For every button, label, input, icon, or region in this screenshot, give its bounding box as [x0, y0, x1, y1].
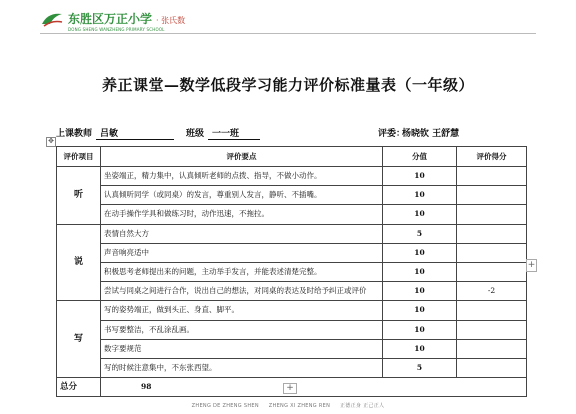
point-cell[interactable]: 积极思考老师提出来的问题，主动举手发言，并能表述清楚完整。: [101, 262, 383, 281]
page-footer: [0, 402, 576, 409]
school-motto: · 张氏数: [156, 16, 186, 25]
school-name: 东胜区万正小学: [68, 12, 153, 26]
deduct-cell[interactable]: [457, 205, 527, 224]
deduct-cell[interactable]: [457, 167, 527, 186]
footer-left: ZHENG DE ZHENG SHEN: [191, 403, 259, 409]
table-row: [57, 320, 527, 339]
info-line: [56, 126, 526, 140]
deduct-cell[interactable]: [457, 320, 527, 339]
score-cell[interactable]: 10: [383, 339, 457, 358]
deduct-cell[interactable]: [457, 339, 527, 358]
score-cell[interactable]: 10: [383, 243, 457, 262]
point-cell[interactable]: 在动手操作学具和做练习时，动作迅速，不拖拉。: [101, 205, 383, 224]
judges-label: 评委：: [378, 129, 406, 139]
category-cell[interactable]: 写: [57, 301, 101, 378]
footer-mid: ZHENG XI ZHENG REN: [268, 403, 331, 409]
score-cell[interactable]: 10: [383, 301, 457, 320]
document-title[interactable]: 养正课堂—数学低段学习能力评价标准量表（一年级）: [101, 76, 474, 94]
point-cell[interactable]: 尝试与同桌之间进行合作，说出自己的想法，对同桌的表达及时给予纠正或评价: [101, 282, 383, 301]
header-score: 分值: [383, 147, 457, 167]
category-cell[interactable]: 听: [57, 167, 101, 225]
score-cell[interactable]: 10: [383, 320, 457, 339]
school-logo: [40, 10, 185, 32]
header-point: 评价要点: [101, 147, 383, 167]
school-emblem-icon: [40, 10, 64, 28]
table-row: [57, 358, 527, 377]
deduct-cell[interactable]: [457, 358, 527, 377]
point-cell[interactable]: 数字要规范: [101, 339, 383, 358]
score-cell[interactable]: 10: [383, 282, 457, 301]
score-cell[interactable]: 5: [383, 358, 457, 377]
deduct-cell[interactable]: [457, 186, 527, 205]
table-move-handle-icon[interactable]: ✥: [46, 137, 56, 147]
deduct-cell[interactable]: [457, 243, 527, 262]
point-cell[interactable]: 认真倾听同学（或同桌）的发言，尊重别人发言，静听、不插嘴。: [101, 186, 383, 205]
table-row: [57, 167, 527, 186]
total-value[interactable]: 98: [101, 378, 527, 397]
point-cell[interactable]: 坐姿端正，精力集中，认真倾听老师的点拨、指导，不做小动作。: [101, 167, 383, 186]
score-cell[interactable]: 10: [383, 186, 457, 205]
table-header-row: [57, 147, 527, 167]
table-row: [57, 205, 527, 224]
score-cell[interactable]: 10: [383, 262, 457, 281]
footer-right: 正德正身 正己正人: [340, 403, 385, 409]
class-label: 班级: [186, 129, 205, 139]
point-cell[interactable]: 书写要整洁，不乱涂乱画。: [101, 320, 383, 339]
point-cell[interactable]: 表情自然大方: [101, 224, 383, 243]
header-divider: [40, 33, 536, 34]
point-cell[interactable]: 写的姿势端正，做到头正、身直、脚平。: [101, 301, 383, 320]
table-row: [57, 243, 527, 262]
add-column-plus-icon[interactable]: +: [527, 260, 536, 270]
deduct-cell[interactable]: [457, 224, 527, 243]
evaluation-table: [56, 146, 527, 397]
deduct-cell[interactable]: [457, 262, 527, 281]
table-row: [57, 224, 527, 243]
judges-names[interactable]: 杨晓钦 王舒慧: [402, 129, 460, 139]
class-value[interactable]: 一一班: [208, 126, 260, 140]
table-row: [57, 262, 527, 281]
total-label: 总分: [57, 378, 101, 397]
score-cell[interactable]: 10: [383, 167, 457, 186]
table-row: [57, 301, 527, 320]
teacher-label: 上课教师: [56, 129, 93, 139]
table-row: [57, 339, 527, 358]
header-category: 评价项目: [57, 147, 101, 167]
school-english-name: DONG SHENG WANZHENG PRIMARY SCHOOL: [68, 27, 165, 32]
point-cell[interactable]: 声音响亮适中: [101, 243, 383, 262]
score-cell[interactable]: 5: [383, 224, 457, 243]
category-cell[interactable]: 说: [57, 224, 101, 301]
table-row: [57, 186, 527, 205]
header-deduct: 评价得分: [457, 147, 527, 167]
deduct-cell[interactable]: -2: [457, 282, 527, 301]
table-row: [57, 282, 527, 301]
point-cell[interactable]: 写的时候注意集中，不东张西望。: [101, 358, 383, 377]
teacher-name[interactable]: 吕敏: [96, 126, 174, 140]
add-row-plus-icon[interactable]: +: [283, 383, 297, 394]
score-cell[interactable]: 10: [383, 205, 457, 224]
deduct-cell[interactable]: [457, 301, 527, 320]
